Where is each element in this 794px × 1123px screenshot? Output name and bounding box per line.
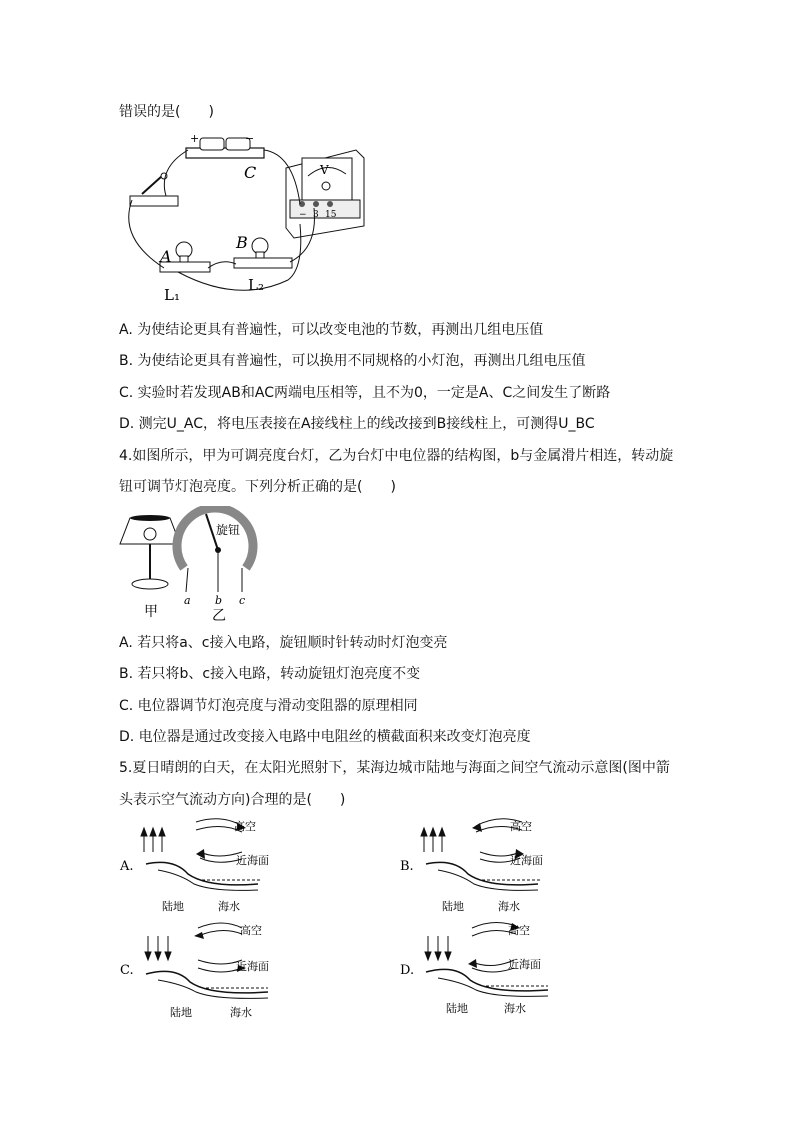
label-near: 近海面 xyxy=(236,854,269,867)
terminal-b-label: b xyxy=(215,594,223,607)
label-sea: 海水 xyxy=(218,900,240,913)
label-sea: 海水 xyxy=(498,900,520,913)
diagram-letter: D. xyxy=(400,963,415,978)
terminal-c-label: c xyxy=(239,594,246,607)
q4-option-c: C. 电位器调节灯泡亮度与滑动变阻器的原理相同 xyxy=(119,698,418,714)
diagram-letter: C. xyxy=(120,963,134,978)
label-l1: L₁ xyxy=(164,286,180,304)
label-b: B xyxy=(236,233,248,252)
q4-stem-line2: 钮可调节灯泡亮度。下列分析正确的是( ) xyxy=(119,479,396,495)
label-land: 陆地 xyxy=(162,900,184,913)
label-high: 高空 xyxy=(240,924,262,937)
meter-minus-label: − xyxy=(299,210,307,220)
q5-stem-line1: 5.夏日晴朗的白天，在太阳光照射下，某海边城市陆地与海面之间空气流动示意图(图中箭 xyxy=(119,760,670,776)
meter-3-label: 3 xyxy=(313,210,319,220)
diagram-letter: A. xyxy=(120,859,134,874)
meter-v-label: V xyxy=(320,163,329,177)
battery-plus-label: + xyxy=(190,132,200,145)
q3-option-b: B. 为使结论更具有普遍性，可以换用不同规格的小灯泡，再测出几组电压值 xyxy=(119,353,586,369)
diagram-letter: B. xyxy=(400,859,414,874)
label-high: 高空 xyxy=(234,820,256,833)
q3-stem-tail: 错误的是( ) xyxy=(119,104,214,120)
label-near: 近海面 xyxy=(236,960,269,973)
battery-minus-label: − xyxy=(245,132,255,145)
sea-breeze-diagram-b xyxy=(398,812,558,916)
q3-option-c: C. 实验时若发现AB和AC两端电压相等，且不为0，一定是A、C之间发生了断路 xyxy=(119,385,611,401)
label-high: 高空 xyxy=(510,820,532,833)
label-near: 近海面 xyxy=(510,854,543,867)
label-sea: 海水 xyxy=(230,1006,252,1019)
q4-option-d: D. 电位器是通过改变接入电路中电阻丝的横截面积来改变灯泡亮度 xyxy=(119,729,531,745)
q4-stem-line1: 4.如图所示，甲为可调亮度台灯，乙为台灯中电位器的结构图，b与金属滑片相连，转动旋 xyxy=(119,448,674,464)
label-a: A xyxy=(160,247,172,266)
sea-breeze-diagram-d xyxy=(398,914,558,1020)
circuit-diagram xyxy=(118,128,370,308)
caption-yi: 乙 xyxy=(212,608,226,624)
caption-jia: 甲 xyxy=(144,604,158,620)
sea-breeze-diagram-a xyxy=(118,812,278,916)
label-land: 陆地 xyxy=(170,1006,192,1019)
terminal-a-label: a xyxy=(184,594,191,607)
label-l2: L₂ xyxy=(248,276,264,294)
knob-label: 旋钮 xyxy=(216,523,241,537)
label-c: C xyxy=(244,163,257,182)
meter-15-label: 15 xyxy=(325,210,337,220)
sea-breeze-diagram-c xyxy=(118,916,278,1024)
label-sea: 海水 xyxy=(504,1002,526,1015)
lamp-potentiometer-figure xyxy=(118,506,278,626)
q3-option-d: D. 测完U_AC，将电压表接在A接线柱上的线改接到B接线柱上，可测得U_BC xyxy=(119,416,595,432)
label-land: 陆地 xyxy=(446,1002,468,1015)
q3-option-a: A. 为使结论更具有普遍性，可以改变电池的节数，再测出几组电压值 xyxy=(119,322,544,338)
q4-option-b: B. 若只将b、c接入电路，转动旋钮灯泡亮度不变 xyxy=(119,666,421,682)
q5-stem-line2: 头表示空气流动方向)合理的是( ) xyxy=(119,792,346,808)
q4-option-a: A. 若只将a、c接入电路，旋钮顺时针转动时灯泡变亮 xyxy=(119,635,448,651)
label-high: 高空 xyxy=(508,924,530,937)
label-near: 近海面 xyxy=(508,958,541,971)
label-land: 陆地 xyxy=(442,900,464,913)
